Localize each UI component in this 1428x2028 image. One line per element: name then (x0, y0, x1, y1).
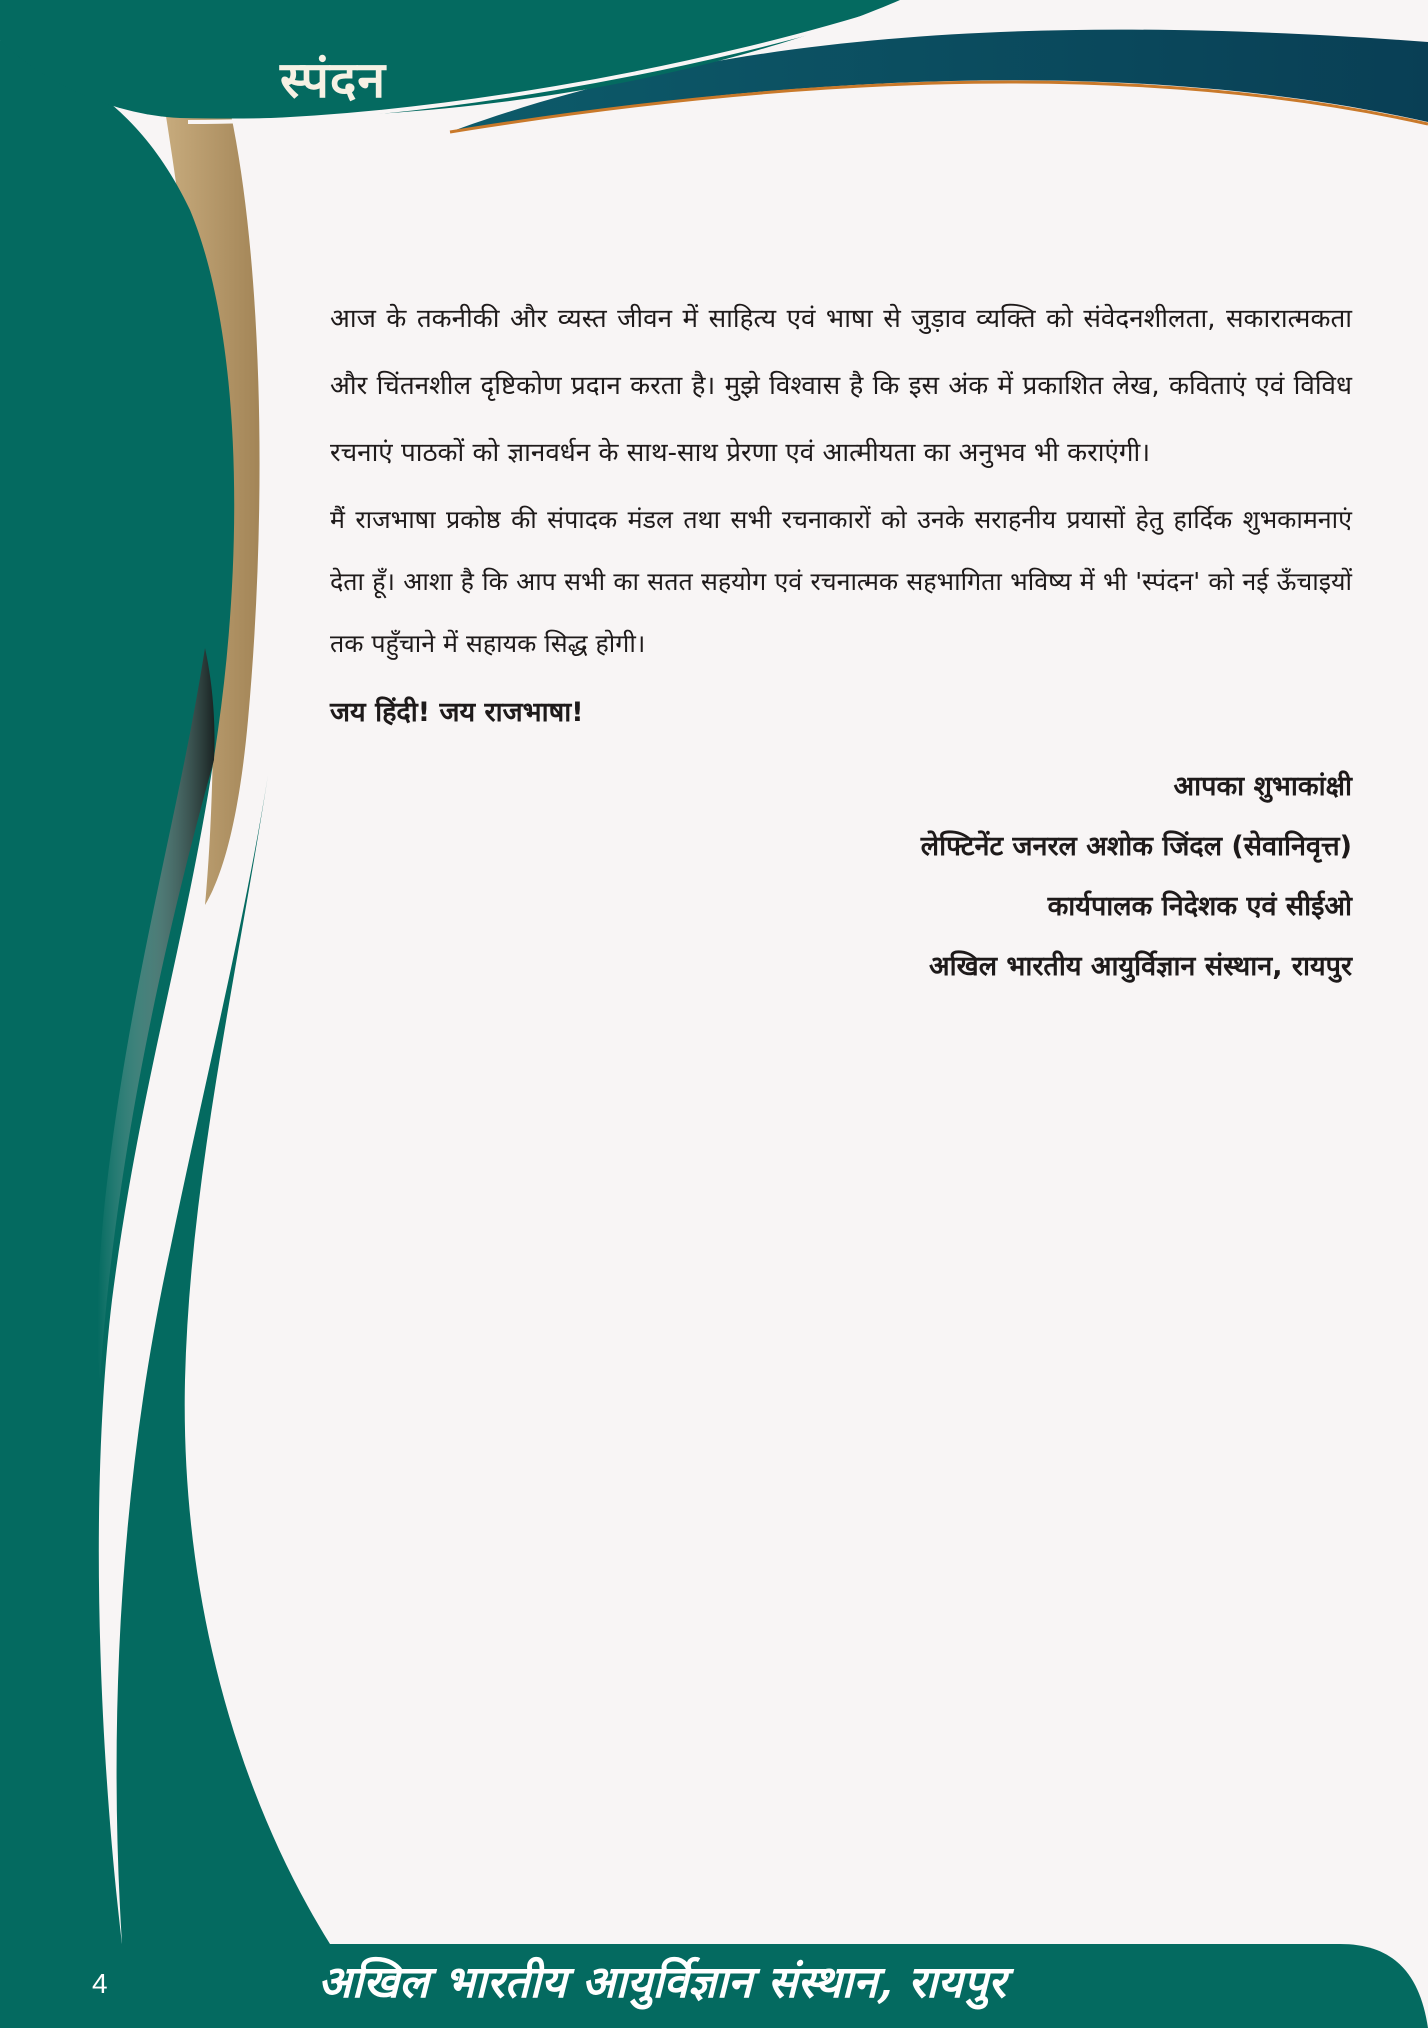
spandan-logo: स्पंदन (280, 50, 387, 109)
signature-name: लेफ्टिनेंट जनरल अशोक जिंदल (सेवानिवृत्त) (920, 831, 1352, 862)
footer-title: अखिल भारतीय आयुर्विज्ञान संस्थान, रायपुर (318, 1957, 1006, 2008)
signature-organization: अखिल भारतीय आयुर्विज्ञान संस्थान, रायपुर (929, 951, 1352, 982)
signature-designation: कार्यपालक निदेशक एवं सीईओ (1047, 891, 1352, 922)
signature-block (330, 757, 1352, 997)
paragraph-1: आज के तकनीकी और व्यस्त जीवन में साहित्य एवं भाषा से जुड़ाव व्यक्ति को संवेदनशीलता, सकारात्मकता और चिंतनशील दृष्टिकोण प्रदान करता है। मुझे विश्वास है कि इस अंक में प्रकाशित लेख, कविताएं एवं विविध रचनाएं पाठकों को ज्ञानवर्धन के साथ-साथ प्रेरणा एवं आत्मीयता का अनुभव भी कराएंगी। (330, 304, 1352, 468)
paragraph-2: मैं राजभाषा प्रकोष्ठ की संपादक मंडल तथा सभी रचनाकारों को उनके सराहनीय प्रयासों हेतु हार्दिक शुभकामनाएं देता हूँ। आशा है कि आप सभी का सतत सहयोग एवं रचनात्मक सहभागिता भविष्य में भी 'स्पंदन' को नई ऊँचाइयों तक पहुँचाने में सहायक सिद्ध होगी। (330, 505, 1352, 658)
page-number: 4 (92, 1968, 108, 1999)
closing-line: जय हिंदी! जय राजभाषा! (330, 697, 584, 728)
signature-salutation: आपका शुभाकांक्षी (1173, 771, 1352, 802)
letter-body (330, 286, 1352, 997)
